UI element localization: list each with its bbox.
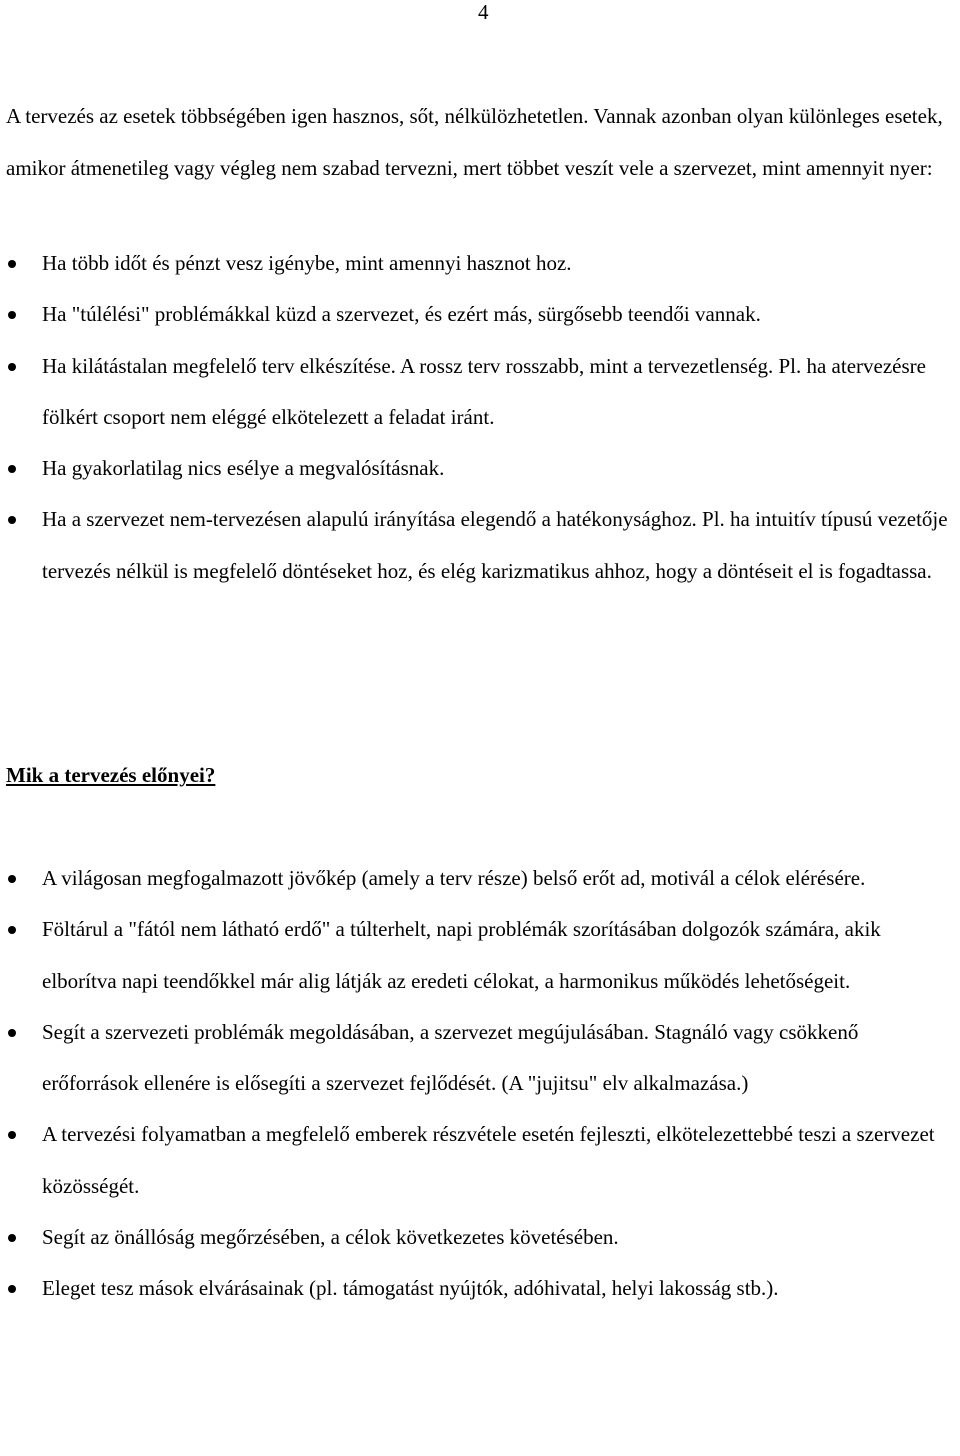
page-number: 4 [478, 0, 489, 24]
bullet-icon [8, 465, 16, 473]
list-item-text: Segít a szervezeti problémák megoldásában, a szervezet megújulásában. Stagnáló vagy csökkenő erőforrások ellenére is elősegíti a szervezet fejlődését. (A "jujitsu" elv alkalmazása.) [42, 1019, 859, 1096]
list-item-text: Ha gyakorlatilag nics esélye a megvalósításnak. [42, 456, 445, 481]
list-item [0, 443, 948, 494]
list-item [0, 494, 948, 597]
list-item-text: Segít az önállóság megőrzésében, a célok következetes követésében. [42, 1225, 619, 1250]
bullet-icon [8, 260, 16, 268]
list-item-text: A tervezési folyamatban a megfelelő emberek részvétele esetén fejleszti, elkötelezettebbé teszi a szervezet közösségét. [42, 1122, 935, 1198]
planning-benefits-list [0, 853, 948, 1315]
bullet-icon [8, 1131, 16, 1139]
when-not-to-plan-list [0, 238, 948, 597]
list-item-text: Föltárul a "fától nem látható erdő" a túlterhelt, napi problémák szorításában dolgozók számára, akik elborítva napi teendőkkel már alig látják az eredeti célokat, a harmonikus működés lehetőségeit. [42, 917, 881, 993]
section-heading: Mik a tervezés előnyei? [6, 763, 216, 787]
bullet-icon [8, 1029, 16, 1037]
bullet-icon [8, 1285, 16, 1293]
list-item-text: A világosan megfogalmazott jövőkép (amely a terv része) belső erőt ad, motivál a célok elérésére. [42, 866, 866, 890]
list-item-text: Ha kilátástalan megfelelő terv elkészítése. A rossz terv rosszabb, mint a tervezetlenség. Pl. ha atervezésre fölkért csoport nem eléggé elkötelezett a feladat iránt. [42, 353, 926, 429]
bullet-icon [8, 516, 16, 524]
list-item [0, 238, 948, 289]
list-item [0, 1109, 948, 1212]
list-item [0, 1007, 948, 1110]
list-item [0, 904, 948, 1007]
bullet-icon [8, 926, 16, 934]
bullet-icon [8, 363, 16, 371]
list-item-text: Ha "túlélési" problémákkal küzd a szervezet, és ezért más, sürgősebb teendői vannak. [42, 302, 761, 327]
bullet-icon [8, 1234, 16, 1242]
list-item-text: Ha több időt és pénzt vesz igénybe, mint amennyi hasznot hoz. [42, 251, 572, 275]
list-item-text: Eleget tesz mások elvárásainak (pl. támogatást nyújtók, adóhivatal, helyi lakosság stb.). [42, 1276, 779, 1301]
list-item-text: Ha a szervezet nem-tervezésen alapulú irányítása elegendő a hatékonysághoz. Pl. ha intuitív típusú vezetője tervezés nélkül is megfelelő döntéseket hoz, és elég karizmatikus ahhoz, hogy a döntéseit el is fogadtassa. [42, 507, 948, 583]
bullet-icon [8, 875, 16, 883]
intro-paragraph: A tervezés az esetek többségében igen hasznos, sőt, nélkülözhetetlen. Vannak azonban olyan különleges esetek, amikor átmenetileg vagy végleg nem szabad tervezni, mert többet veszít vele a szervezet, mint amennyit nyer: [6, 104, 943, 180]
list-item [0, 853, 948, 904]
list-item [0, 341, 948, 444]
list-item [0, 289, 948, 340]
list-item [0, 1212, 948, 1263]
bullet-icon [8, 311, 16, 319]
list-item [0, 1263, 948, 1314]
